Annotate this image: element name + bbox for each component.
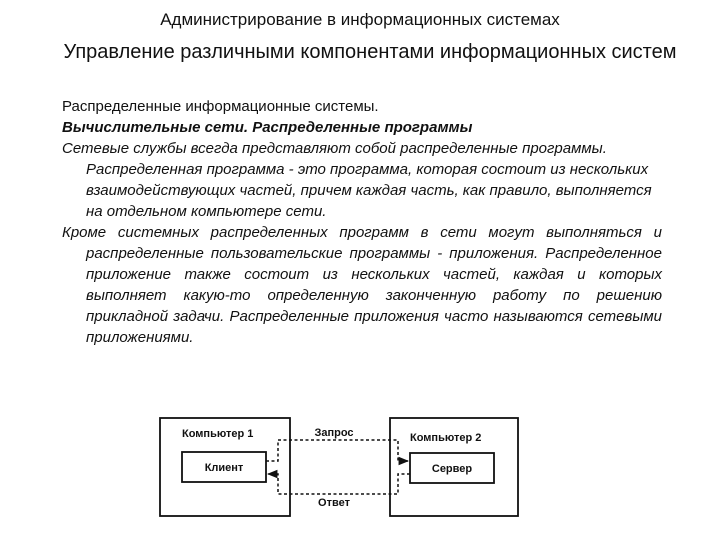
slide-title: Управление различными компонентами информационных систем <box>63 41 677 63</box>
request-label: Запрос <box>314 427 354 439</box>
server-label: Сервер <box>431 463 473 475</box>
client-label: Клиент <box>204 462 244 474</box>
paragraph-distributed-apps: Кроме системных распределенных программ в сети могут выполняться и распределенные пользовательские программы - приложения. Распределенное приложение также состоит из нескольких частей, каждая и которых выполняет какую-то определенную законченную работу по решению прикладной задачи. Распределенные приложения часто называются сетевыми приложениями. <box>62 224 662 346</box>
paragraph-network-services: Сетевые службы всегда представляют собой распределенные программы. Распределенная программа - это программа, которая состоит из нескольких взаимодействующих частей, причем каждая часть, как правило, выполняется на отдельном компьютере сети. <box>62 140 652 220</box>
request-arrow <box>266 440 408 461</box>
paragraph-heading-2: Вычислительные сети. Распределенные программы <box>62 119 473 136</box>
computer1-label: Компьютер 1 <box>182 428 254 440</box>
computer2-label: Компьютер 2 <box>410 432 482 444</box>
response-label: Ответ <box>318 497 350 509</box>
presentation-header: Администрирование в информационных системах <box>160 10 560 29</box>
paragraph-heading-1: Распределенные информационные системы. <box>62 98 379 115</box>
